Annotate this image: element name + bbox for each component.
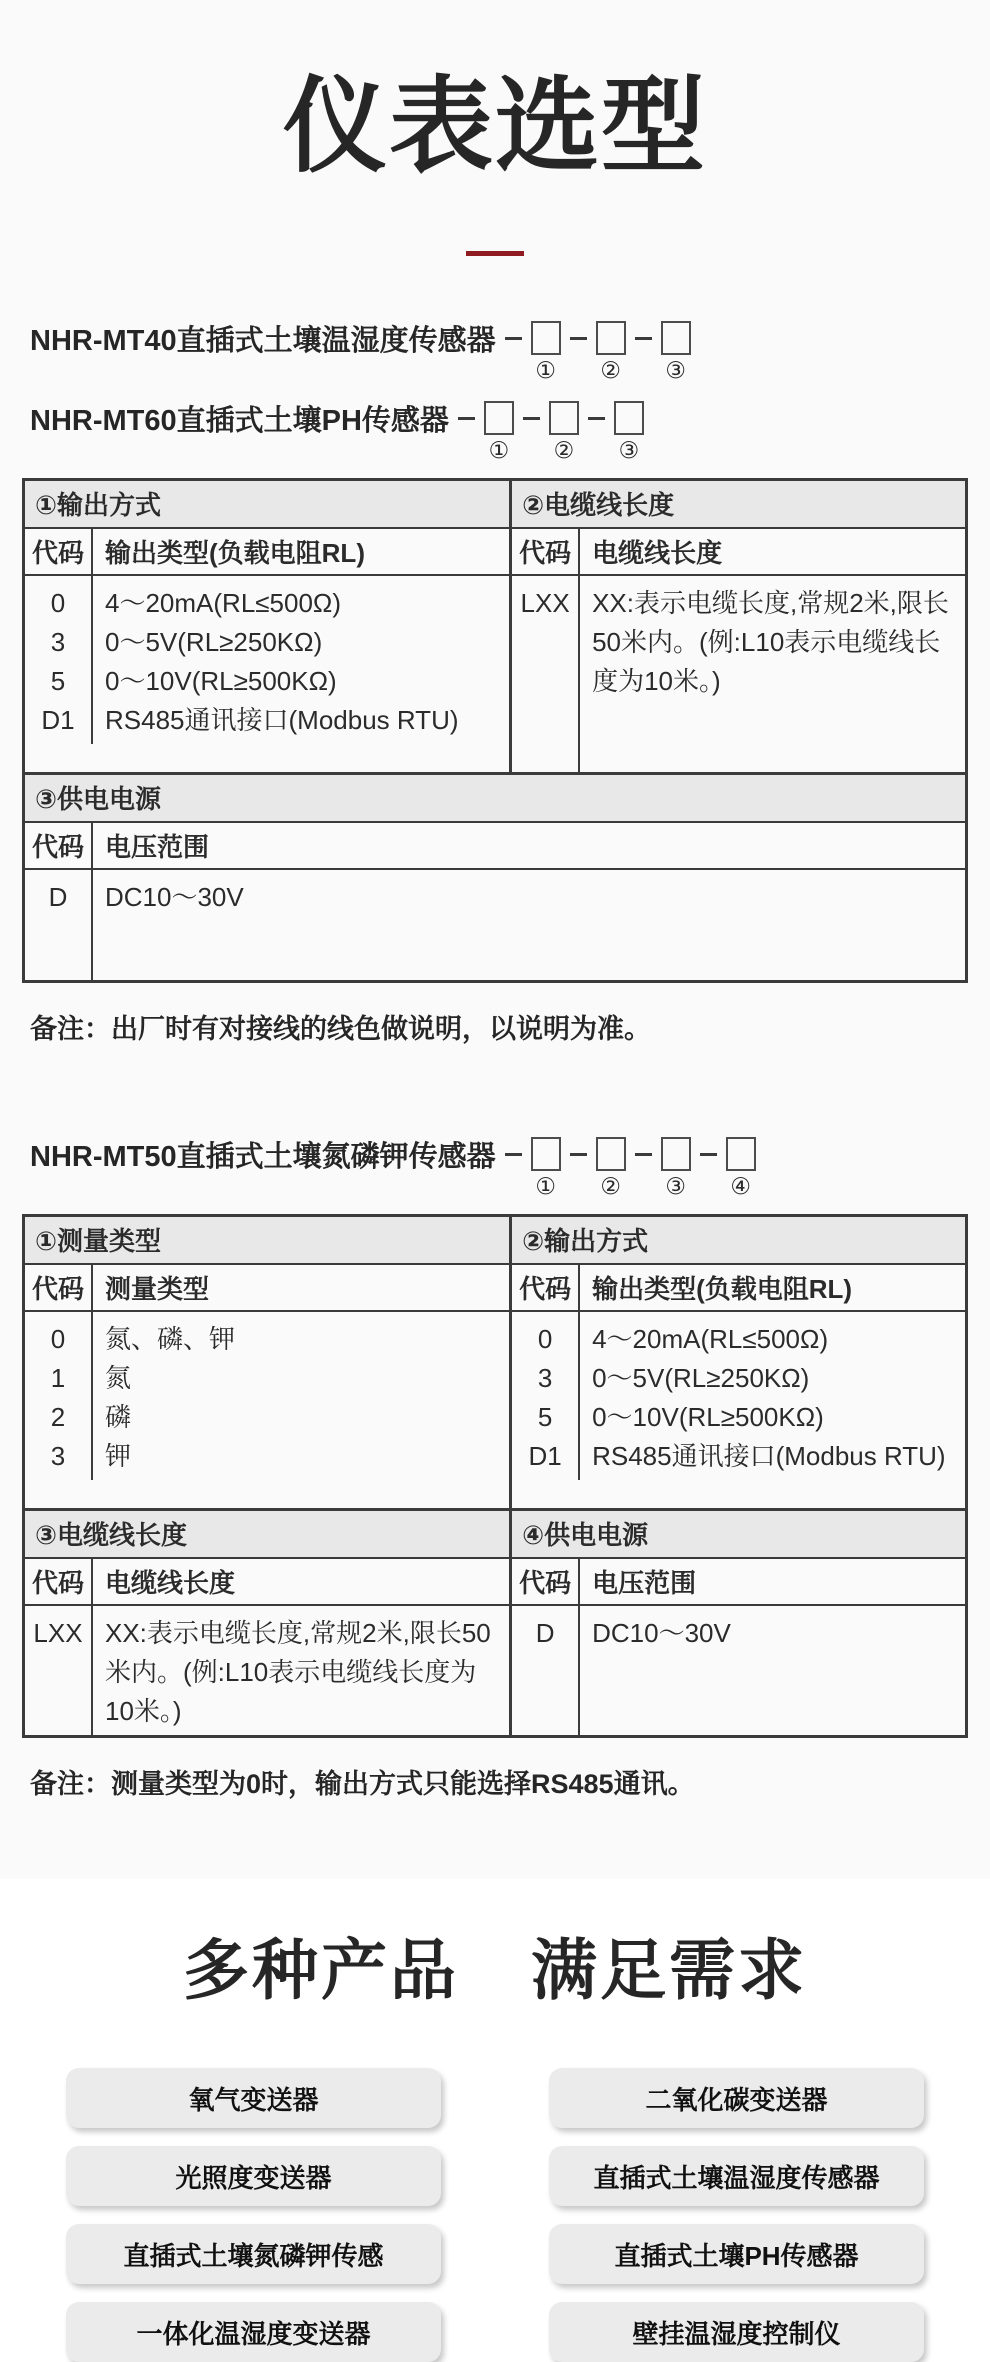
value-header: 电压范围 [592, 1568, 697, 1599]
dash-separator [458, 417, 475, 420]
code-header: 代码 [25, 1559, 93, 1604]
cable-length-section [509, 481, 965, 772]
value-list: 4～20mA(RL≤500Ω) 0～5V(RL≥250KΩ) 0～10V(RL≥500KΩ) RS485通讯接口(Modbus RTU) [592, 1324, 946, 1472]
code-list: LXX [25, 1606, 93, 1735]
output-mode-section [25, 481, 509, 772]
slot-number-label: ① [488, 437, 510, 464]
value-list: 氮、磷、钾 氮 磷 钾 [105, 1324, 236, 1472]
value-header: 测量类型 [105, 1274, 210, 1305]
title-accent-dash [466, 251, 524, 256]
slot-number-label: ② [600, 357, 621, 384]
product-button-soil-temp-humidity[interactable]: 直插式土壤温湿度传感器 [549, 2146, 924, 2206]
code-list: LXX [512, 576, 580, 772]
slot-number-label: ② [600, 1173, 621, 1200]
product-button-illuminance[interactable]: 光照度变送器 [66, 2146, 441, 2206]
code-list: 0 3 5 D1 [25, 576, 93, 744]
section-title: ②输出方式 [512, 1217, 965, 1265]
code-header: 代码 [512, 1265, 580, 1310]
model-label-mt60: NHR-MT60直插式土壤PH传感器 [30, 404, 449, 437]
model-code-box [531, 321, 561, 384]
value-list: XX:表示电缆长度,常规2米,限长50米内。(例:L10表示电缆线长度为10米。) [105, 1618, 491, 1727]
section-title: ②电缆线长度 [512, 481, 965, 529]
model-ordering-lines [30, 318, 990, 464]
output-mode-section [509, 1217, 965, 1508]
products-heading-right: 满足需求 [531, 1933, 807, 2008]
product-button-wall-mount-controller[interactable]: 壁挂温湿度控制仪 [549, 2302, 924, 2362]
product-button-co2[interactable]: 二氧化碳变送器 [549, 2068, 924, 2128]
value-header: 电缆线长度 [105, 1568, 236, 1599]
dash-separator [570, 1153, 587, 1156]
value-list: DC10～30V [592, 1618, 731, 1649]
value-list: XX:表示电缆长度,常规2米,限长50米内。(例:L10表示电缆线长度为10米。) [592, 588, 949, 697]
note-wiring: 备注：出厂时有对接线的线色做说明，以说明为准。 [30, 1014, 651, 1045]
model-code-box [484, 401, 514, 464]
value-header: 输出类型(负载电阻RL) [105, 538, 365, 569]
model-line-mt40 [30, 318, 990, 384]
code-header: 代码 [25, 823, 93, 868]
model-code-box [596, 321, 626, 384]
slot-number-label: ① [535, 357, 556, 384]
power-supply-section [25, 772, 965, 980]
code-list: D [25, 870, 93, 980]
product-grid [0, 2068, 990, 2362]
slot-number-label: ③ [618, 437, 640, 464]
code-list: D [512, 1606, 580, 1735]
section-title: ④供电电源 [512, 1511, 965, 1559]
spec-table-mt40-mt60 [22, 478, 968, 983]
code-list: 0 3 5 D1 [512, 1312, 580, 1480]
value-header: 电缆线长度 [592, 538, 723, 569]
products-section [0, 1879, 990, 2362]
code-header: 代码 [25, 1265, 93, 1310]
code-list: 0 1 2 3 [25, 1312, 93, 1480]
slot-number-label: ③ [665, 1173, 686, 1200]
power-supply-section [509, 1511, 965, 1735]
model-code-box [614, 401, 644, 464]
section-title: ①测量类型 [25, 1217, 509, 1265]
code-header: 代码 [512, 529, 580, 574]
cable-length-section [25, 1511, 509, 1735]
model-code-box [661, 1137, 691, 1200]
model-line-mt50 [30, 1134, 990, 1200]
product-button-oxygen[interactable]: 氧气变送器 [66, 2068, 441, 2128]
section-title: ①输出方式 [25, 481, 509, 529]
model-code-box [549, 401, 579, 464]
model-code-box [596, 1137, 626, 1200]
products-heading-left: 多种产品 [183, 1933, 459, 2008]
spec-table-mt50 [22, 1214, 968, 1738]
section-title: ③电缆线长度 [25, 1511, 509, 1559]
product-button-integrated-temp-humidity[interactable]: 一体化温湿度变送器 [66, 2302, 441, 2362]
note-measure-type: 备注：测量类型为0时，输出方式只能选择RS485通讯。 [30, 1769, 695, 1800]
value-list: 4～20mA(RL≤500Ω) 0～5V(RL≥250KΩ) 0～10V(RL≥500KΩ) RS485通讯接口(Modbus RTU) [105, 588, 459, 736]
slot-number-label: ① [535, 1173, 556, 1200]
dash-separator [523, 417, 540, 420]
slot-number-label: ④ [730, 1173, 751, 1200]
model-ordering-line-mt50 [30, 1134, 990, 1200]
dash-separator [505, 337, 522, 340]
slot-number-label: ② [553, 437, 575, 464]
dash-separator [700, 1153, 717, 1156]
model-code-box [531, 1137, 561, 1200]
product-button-soil-ph[interactable]: 直插式土壤PH传感器 [549, 2224, 924, 2284]
slot-number-label: ③ [665, 357, 686, 384]
dash-separator [570, 337, 587, 340]
product-button-soil-npk[interactable]: 直插式土壤氮磷钾传感 [66, 2224, 441, 2284]
value-header: 输出类型(负载电阻RL) [592, 1274, 853, 1305]
value-list: DC10～30V [105, 882, 244, 913]
dash-separator [635, 1153, 652, 1156]
section-title: ③供电电源 [25, 775, 965, 823]
model-label-mt50: NHR-MT50直插式土壤氮磷钾传感器 [30, 1140, 496, 1173]
value-header: 电压范围 [105, 832, 210, 863]
code-header: 代码 [25, 529, 93, 574]
dash-separator [635, 337, 652, 340]
model-label-mt40: NHR-MT40直插式土壤温湿度传感器 [30, 324, 496, 357]
page-title: 仪表选型 [282, 69, 707, 185]
model-line-mt60 [30, 398, 990, 464]
dash-separator [588, 417, 605, 420]
model-code-box [726, 1137, 756, 1200]
products-heading [0, 1931, 990, 2010]
model-code-box [661, 321, 691, 384]
code-header: 代码 [512, 1559, 580, 1604]
dash-separator [505, 1153, 522, 1156]
measure-type-section [25, 1217, 509, 1508]
